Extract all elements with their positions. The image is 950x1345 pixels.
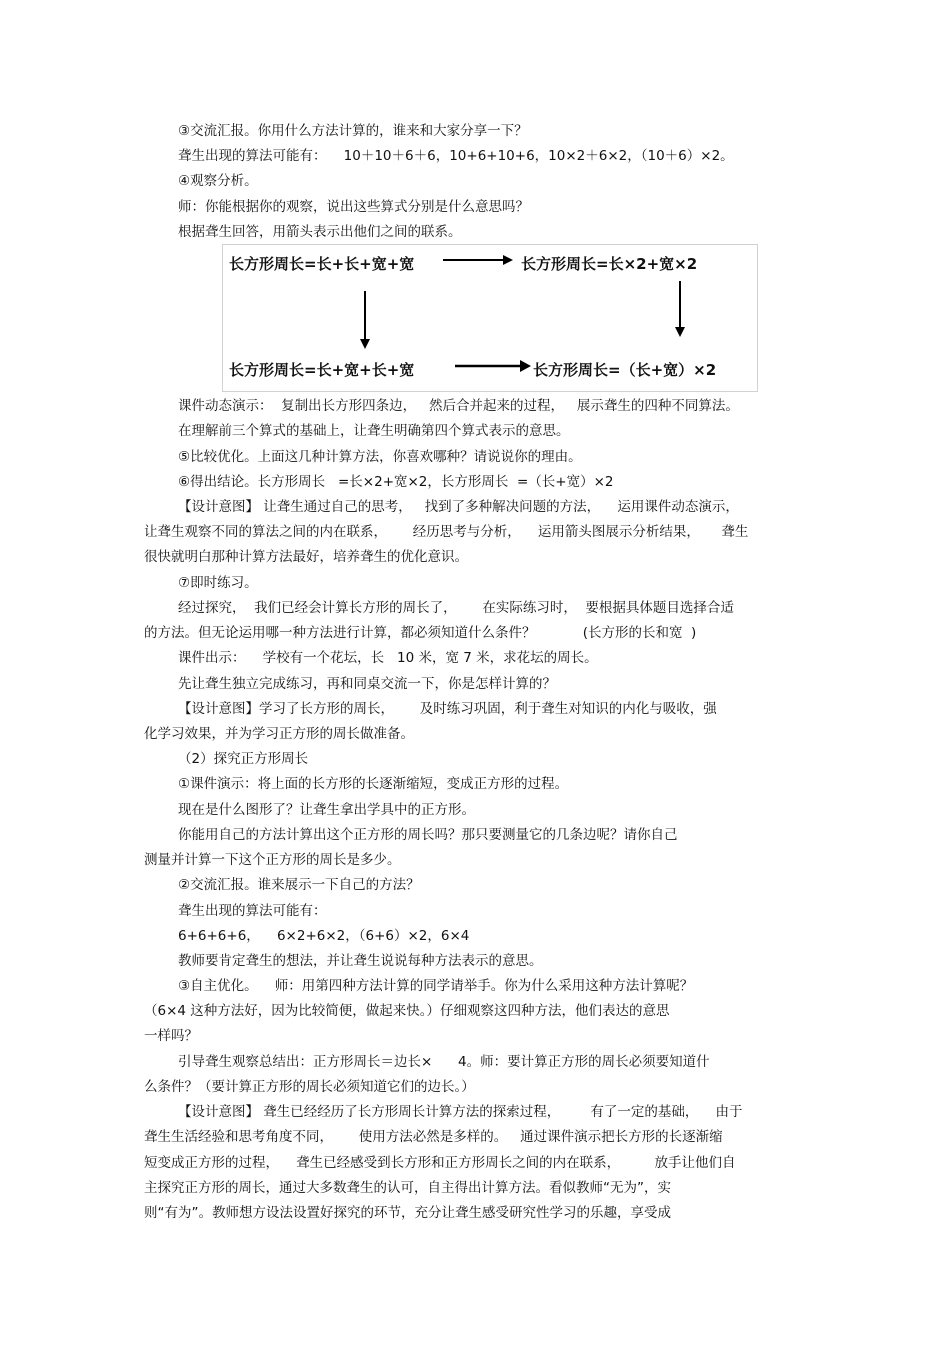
paragraph-line: 先让聋生独立完成练习，再和同桌交流一下，你是怎样计算的？: [178, 676, 556, 692]
paragraph-line: 让聋生观察不同的算法之间的内在联系， 经历思考与分析， 运用箭头图展示分析结果， 聋生: [144, 524, 749, 540]
paragraph-line: ②交流汇报。谁来展示一下自己的方法？: [178, 877, 420, 893]
paragraph-line: 6+6+6+6， 6×2+6×2，（6+6）×2，6×4: [178, 928, 470, 944]
paragraph-line: 么条件？（要计算正方形的周长必须知道它们的边长。）: [144, 1079, 475, 1095]
design-intent-line: 【设计意图】 聋生已经经历了长方形周长计算方法的探索过程， 有了一定的基础， 由于: [178, 1104, 743, 1120]
paragraph-line: 聋生生活经验和思考角度不同， 使用方法必然是多样的。 通过课件演示把长方形的长逐渐缩: [144, 1129, 723, 1145]
paragraph-line: 引导聋生观察总结出：正方形周长＝边长× 4。师：要计算正方形的周长必须要知道什: [178, 1054, 710, 1070]
paragraph-line: ①课件演示：将上面的长方形的长逐渐缩短，变成正方形的过程。: [178, 776, 569, 792]
paragraph-line: ③交流汇报。你用什么方法计算的，谁来和大家分享一下？: [178, 123, 528, 139]
paragraph-line: 经过探究， 我们已经会计算长方形的周长了， 在实际练习时， 要根据具体题目选择合适: [178, 600, 734, 616]
paragraph-line: 根据聋生回答，用箭头表示出他们之间的联系。: [178, 224, 462, 240]
paragraph-line: 聋生出现的算法可能有： 10＋10＋6＋6，10+6+10+6，10×2＋6×2，（10＋6）×2。: [178, 148, 734, 164]
paragraph-line: （6×4 这种方法好，因为比较简便，做起来快。）仔细观察这四种方法，他们表达的意思: [144, 1003, 670, 1019]
formula-add-all-sides: 长方形周长=长+长+宽+宽: [229, 255, 415, 273]
paragraph-line: ⑥得出结论。长方形周长 =长×2+宽×2，长方形周长 =（长+宽）×2: [178, 474, 614, 490]
paragraph-line: ③自主优化。 师：用第四种方法计算的同学请举手。你为什么采用这种方法计算呢？: [178, 978, 694, 994]
paragraph-line: 在理解前三个算式的基础上，让聋生明确第四个算式表示的意思。: [178, 423, 570, 439]
paragraph-line: 一样吗？: [144, 1028, 198, 1044]
paragraph-line: 教师要肯定聋生的想法，并让聋生说说每种方法表示的意思。: [178, 953, 543, 969]
section-heading: （2）探究正方形周长: [178, 751, 309, 767]
design-intent-line: 【设计意图】学习了长方形的周长， 及时练习巩固，利于聋生对知识的内化与吸收，强: [178, 701, 717, 717]
perimeter-formula-diagram: [222, 244, 758, 392]
formula-sum-times-two: 长方形周长=（长+宽）×2: [533, 361, 717, 379]
design-intent-line: 【设计意图】 让聋生通过自己的思考， 找到了多种解决问题的方法， 运用课件动态演示，: [178, 499, 739, 515]
paragraph-line: 课件动态演示： 复制出长方形四条边， 然后合并起来的过程， 展示聋生的四种不同算法。: [178, 398, 739, 414]
arrows: [223, 245, 757, 391]
paragraph-line: ④观察分析。: [178, 173, 258, 189]
paragraph-line: 很快就明白那种计算方法最好，培养聋生的优化意识。: [144, 549, 468, 565]
paragraph-line: 的方法。但无论运用哪一种方法进行计算，都必须知道什么条件？ (长方形的长和宽 ): [144, 625, 697, 641]
paragraph-line: 你能用自己的方法计算出这个正方形的周长吗？那只要测量它的几条边呢？请你自己: [178, 827, 678, 843]
paragraph-line: ⑤比较优化。上面这几种计算方法，你喜欢哪种？请说说你的理由。: [178, 449, 582, 465]
formula-alternate-sides: 长方形周长=长+宽+长+宽: [229, 361, 415, 379]
paragraph-line: 主探究正方形的周长，通过大多数聋生的认可，自主得出计算方法。看似教师“无为”，实: [144, 1180, 671, 1196]
paragraph-line: 短变成正方形的过程， 聋生已经感受到长方形和正方形周长之间的内在联系， 放手让他们自: [144, 1155, 736, 1171]
paragraph-line: 聋生出现的算法可能有：: [178, 903, 327, 919]
paragraph-line: 现在是什么图形了？让聋生拿出学具中的正方形。: [178, 802, 475, 818]
paragraph-line: 师：你能根据你的观察，说出这些算式分别是什么意思吗？: [178, 199, 529, 215]
paragraph-line: 化学习效果，并为学习正方形的周长做准备。: [144, 726, 414, 742]
paragraph-line: ⑦即时练习。: [178, 575, 258, 591]
paragraph-line: 课件出示： 学校有一个花坛，长 10 米，宽 7 米，求花坛的周长。: [178, 650, 598, 666]
paragraph-line: 测量并计算一下这个正方形的周长是多少。: [144, 852, 401, 868]
paragraph-line: 则“有为”。教师想方设法设置好探究的环节，充分让聋生感受研究性学习的乐趣，享受成: [144, 1205, 671, 1221]
formula-double-each: 长方形周长=长×2+宽×2: [521, 255, 698, 273]
